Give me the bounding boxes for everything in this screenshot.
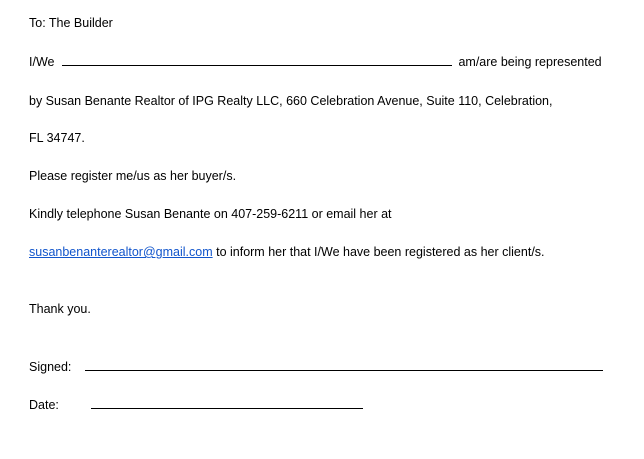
date-label: Date: — [29, 398, 59, 412]
inform-text: to inform her that I/We have been registered as her client/s. — [212, 245, 545, 259]
buyer-name-blank[interactable] — [62, 55, 452, 66]
signed-label: Signed: — [29, 360, 72, 374]
signature-blank[interactable] — [85, 360, 603, 371]
signed-line — [29, 360, 603, 375]
register-request-line: Please register me/us as her buyer/s. — [29, 169, 237, 183]
thanks-line: Thank you. — [29, 302, 91, 316]
email-line — [29, 245, 545, 260]
date-line — [29, 398, 363, 413]
iwe-suffix: am/are being represented — [458, 55, 602, 69]
email-link[interactable]: susanbenanterealtor@gmail.com — [29, 245, 213, 259]
iwe-prefix: I/We — [29, 55, 55, 69]
buyer-name-line — [29, 55, 602, 70]
date-blank[interactable] — [91, 398, 363, 409]
contact-request-line: Kindly telephone Susan Benante on 407-259-6211 or email her at — [29, 207, 392, 221]
recipient-line: To: The Builder — [29, 16, 113, 30]
state-zip-line: FL 34747. — [29, 131, 85, 145]
represented-by-line: by Susan Benante Realtor of IPG Realty LLC, 660 Celebration Avenue, Suite 110, Celebration, — [29, 94, 553, 108]
